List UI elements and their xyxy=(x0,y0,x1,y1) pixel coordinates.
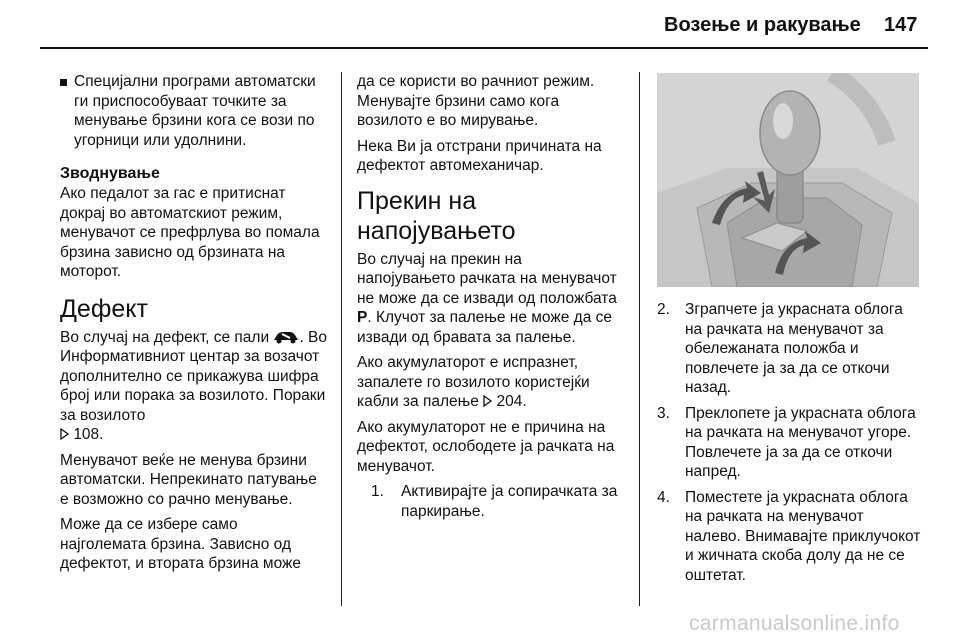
header-rule xyxy=(40,47,928,49)
header-title: Возење и ракување xyxy=(664,14,861,36)
step-text: Поместете ја укрaсната облога на рачката на менувачот налево. Внимавајте приклучокот и жичната скоба долу да не се оштетат. xyxy=(685,488,921,584)
paragraph-repair: Нека Ви ја отстрани причината на дефектот автомеханичар. xyxy=(357,137,602,174)
paragraph-interrupt xyxy=(357,250,623,348)
step-text: Активирајте ја сопирачката за паркирање. xyxy=(401,483,618,520)
step-2 xyxy=(657,300,923,398)
step-number: 4. xyxy=(657,488,670,506)
column-2 xyxy=(357,72,623,527)
step-text: Зграпчете ја укрaсната облога на рачката на менувачот за обележаната положба и повлечете ја за да се откочи назад. xyxy=(685,301,903,396)
page-number: 147 xyxy=(884,14,918,36)
paragraph-gear-1: Менувачот веќе не менува брзини автоматски. Непрекинато патување е возможно со рачно менување. xyxy=(60,451,317,508)
fault-text-a: Во случај на дефект, се пали xyxy=(60,328,270,346)
paragraph-battery-2: Ако акумулаторот не е причина на дефектот, ослободете ја рачката на менувачот. xyxy=(357,418,615,475)
bullet-item xyxy=(60,72,328,150)
column-divider-2 xyxy=(639,72,640,606)
paragraph-battery-1 xyxy=(357,353,623,412)
bullet-text: Специјални програми автоматски ги приспособуваат точките за менување брзини кога се вози по угорници или удолнини. xyxy=(74,73,316,149)
triangle-ref-icon xyxy=(483,395,492,407)
heading-kickdown: Зводнување xyxy=(60,165,160,182)
paragraph-continued: да се користи во рачниот режим. Менувајте брзини само кога возилото е во мирување. xyxy=(357,73,595,129)
heading-fault: Дефект xyxy=(60,294,148,323)
step-number: 2. xyxy=(657,301,670,318)
paragraph-kickdown: Ако педалот за гас е притиснат докрај во автоматскиот режим, менувачот се префрлува во помала брзина зависно од брзината на моторот. xyxy=(60,185,320,280)
car-wrench-icon xyxy=(273,330,299,344)
step-1 xyxy=(357,482,623,521)
interrupt-text-b: . Клучот за палење не може да се извади од бравата за палење. xyxy=(357,309,612,346)
gear-position-p: P xyxy=(357,309,368,326)
battery-text: Ако акумулаторот е испразнет, запалете го возилото користејќи кабли за палење xyxy=(357,354,590,410)
fault-page-ref[interactable]: 108. xyxy=(73,426,104,443)
step-text: Преклопете ја укрaсната облога на рачката на менувачот угоре. Повлечете ја за да се откочи напред. xyxy=(685,404,916,480)
step-3 xyxy=(657,404,923,482)
battery-page-ref[interactable]: 204. xyxy=(496,393,527,410)
watermark: carmanualsonline.info xyxy=(689,612,900,635)
interrupt-text-a: Во случај на прекин на напојувањето рачката на менувачот не може да се извади од положбата xyxy=(357,250,617,307)
triangle-ref-icon xyxy=(60,428,69,440)
paragraph-fault xyxy=(60,328,328,445)
heading-power-interrupt: Прекин на напојувањето xyxy=(357,186,516,245)
step-number: 1. xyxy=(371,483,384,500)
column-3 xyxy=(657,300,923,591)
column-divider-1 xyxy=(341,72,342,606)
gear-shifter-drawing xyxy=(657,73,919,287)
paragraph-gear-2: Може да се избере само најголемата брзина. Зависно од дефектот, и втората брзина може xyxy=(60,516,302,572)
step-4 xyxy=(657,488,923,586)
column-1 xyxy=(60,72,328,580)
bullet-square-icon xyxy=(60,79,67,86)
gear-shifter-illustration xyxy=(657,73,919,287)
step-number: 3. xyxy=(657,404,670,422)
fault-text-b: . Во Информативниот центар за возачот дополнително се прикажува шифра број или порака за возилото. Пораки за возилото xyxy=(60,328,328,424)
